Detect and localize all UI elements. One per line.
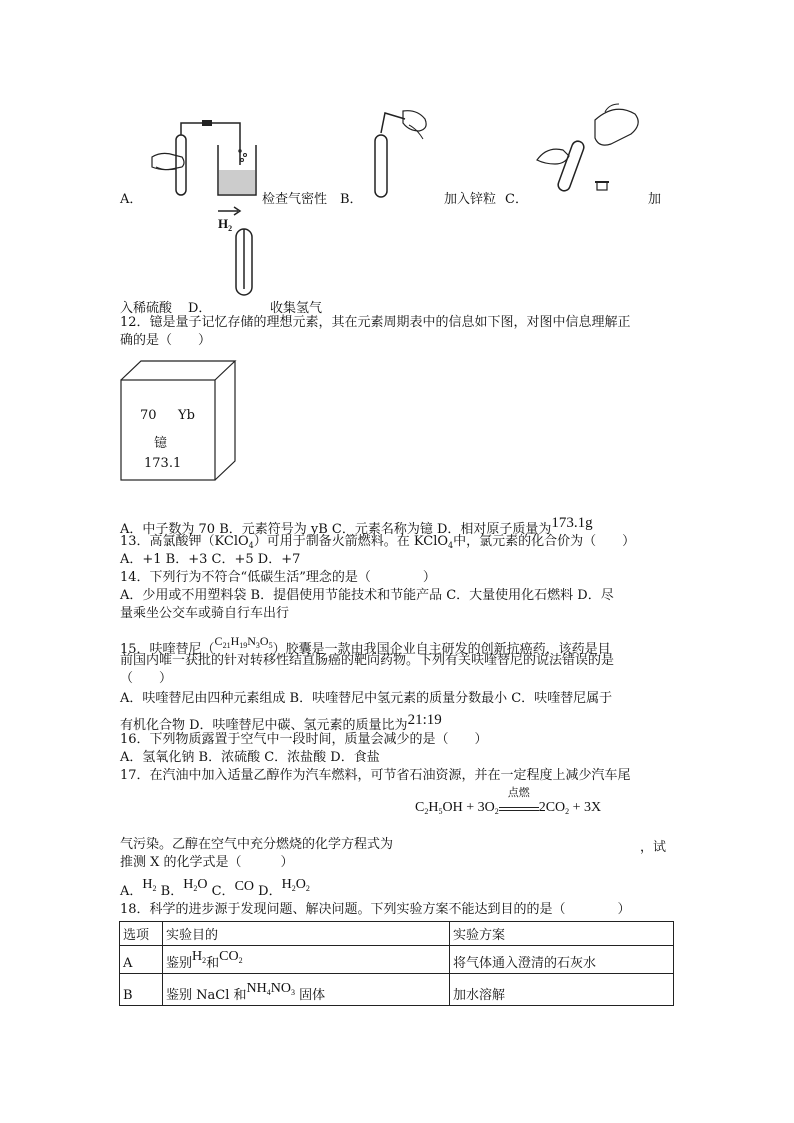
table-cell-option: B: [120, 974, 163, 1006]
q11-option-a-text: 检查气密性: [262, 192, 328, 207]
q17-option-c-formula: CO: [234, 879, 255, 894]
q17-option-a-formula: $H_2$: [142, 877, 157, 893]
q17-stem-line3: 推测 X 的化学式是（ ）: [120, 855, 294, 870]
table-cell-purpose: 鉴别$H_2$和$CO_2$: [163, 946, 450, 974]
q11-option-a-letter: A．: [120, 192, 143, 207]
q12-stem-line2: 确的是（ ）: [120, 333, 212, 348]
q16-stem: 16．下列物质露置于空气中一段时间，质量会减少的是（ ）: [120, 732, 488, 747]
q15-stem-line3: （ ）: [120, 671, 173, 686]
q15-formula: $C_{21}H_{19}N_3O_5$: [214, 634, 273, 650]
q17-stem-line2: 气污染。乙醇在空气中充分燃烧的化学方程式为: [120, 837, 394, 852]
q11-option-d-letter: D．: [188, 301, 212, 316]
table-cell-method: 加水溶解: [450, 974, 674, 1006]
collect-hydrogen-illustration: [210, 205, 270, 297]
element-mass: 173.1: [144, 456, 182, 471]
table-row: [120, 946, 674, 974]
q17-option-d-formula: $H_2O_2$: [281, 877, 310, 893]
q15-options-line1: A．呋喹替尼由四种元素组成 B．呋喹替尼中氢元素的质量分数最小 C．呋喹替尼属于: [120, 691, 613, 706]
q15-stem-line1: 15．呋喹替尼$(C_{21}H_{19}N_3O_5)$胶囊是一款由我国企业自主研发的创新抗癌药，该药是目: [120, 634, 611, 657]
q13-stem: 13．高氯酸钾（KClO$_4$）可用于制备火箭燃料。在 KClO$_4$中，氯元素的化合价为（ ）: [120, 534, 636, 550]
experiment-table: [119, 921, 674, 1006]
table-header-option: 选项: [120, 922, 163, 946]
q15-stem-line2: 前国内唯一获批的针对转移性结直肠癌的靶向药物。下列有关呋喹替尼的说法错误的是: [120, 653, 615, 668]
table-header-purpose: 实验目的: [163, 922, 450, 946]
element-atomic-number: 70: [140, 408, 157, 423]
q11-option-b-letter: B．: [340, 192, 363, 207]
table-cell-method: 将气体通入澄清的石灰水: [450, 946, 674, 974]
q16-options: A．氢氧化钠 B．浓硫酸 C．浓盐酸 D．食盐: [120, 750, 380, 765]
q17-stem-line2-end: ，试: [640, 840, 667, 855]
add-zinc-illustration: [365, 105, 435, 200]
table-cell-purpose: 鉴别 NaCl 和$NH_4NO_3$ 固体: [163, 974, 450, 1006]
q11-option-c-text-part1: 加: [648, 192, 662, 207]
q13-options: A．+1 B．+3 C．+5 D．+7: [120, 552, 301, 567]
table-row: [120, 974, 674, 1006]
table-header-method: 实验方案: [450, 922, 674, 946]
airtightness-check-illustration: [150, 115, 260, 200]
q18-stem: 18．科学的进步源于发现问题、解决问题。下列实验方案不能达到目的的是（ ）: [120, 902, 631, 917]
q17-option-b-formula: $H_2O$: [183, 877, 208, 893]
q17-stem-line1: 17．在汽油中加入适量乙醇作为汽车燃料，可节省石油资源，并在一定程度上减少汽车尾: [120, 768, 631, 783]
q17-options: A．$H_2$ B．$H_2O$ C．CO D．$H_2O_2$: [120, 877, 310, 899]
q14-options-line2: 量乘坐公交车或骑自行车出行: [120, 606, 290, 621]
add-sulfuric-acid-illustration: [535, 100, 645, 195]
table-cell-option: A: [120, 946, 163, 974]
q11-option-c-text-part2: 入稀硫酸: [120, 301, 173, 316]
q12-stem-line1: 12．镱是量子记忆存储的理想元素，其在元素周期表中的信息如下图，对图中信息理解正: [120, 315, 631, 330]
element-name: 镱: [154, 436, 168, 451]
q14-options-line1: A．少用或不用塑料袋 B．提倡使用节能技术和节能产品 C．大量使用化石燃料 D．尽: [120, 588, 614, 603]
q11-option-d-text: 收集氢气: [270, 301, 323, 316]
q12-options: A．中子数为 70 B．元素符号为 yB C．元素名称为镱 D．相对原子质量为173.1g: [120, 515, 593, 537]
q11-option-c-letter: C．: [505, 192, 528, 207]
table-header-row: [120, 922, 674, 946]
q11-option-b-text: 加入锌粒: [444, 192, 497, 207]
h2-label: $H_2$: [218, 216, 233, 233]
q17-equation: $C_2H_5OH + 3O_2$ 点燃 $2CO_2 + 3X$: [415, 786, 602, 816]
q15-options-line2: 有机化合物 D．呋喹替尼中碳、氢元素的质量比为21:19: [120, 712, 442, 733]
q14-stem: 14．下列行为不符合“低碳生活”理念的是（ ）: [120, 570, 436, 585]
element-symbol: Yb: [178, 408, 195, 423]
